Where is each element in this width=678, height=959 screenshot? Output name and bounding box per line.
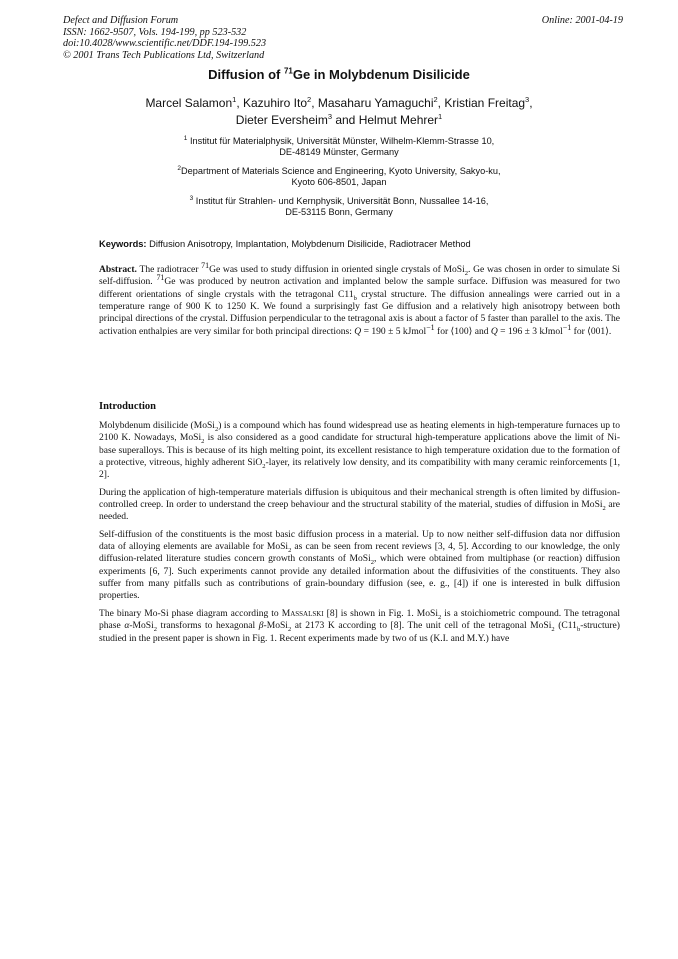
author: Kazuhiro Ito$^2$, xyxy=(242,95,318,110)
author: Marcel Salamon$^1$, xyxy=(145,95,243,110)
online-date: Online: 2001-04-19 xyxy=(541,15,623,26)
section-heading-introduction: Introduction xyxy=(99,401,156,412)
journal-issn: ISSN: 1662-9507, Vols. 194-199, pp 523-532 xyxy=(63,26,247,38)
keywords-label: Keywords: xyxy=(99,239,147,249)
paper-title: Diffusion of $^{71}$Ge in Molybdenum Disilicide xyxy=(208,66,470,82)
journal-header xyxy=(63,15,623,61)
paragraph: During the application of high-temperature materials diffusion is ubiquitous and their mechanical strength is often limited by diffusion-controlled creep. In order to understand the creep behaviour and the structural stability of the material, studies of diffusion in MoSi$_2$ are needed. xyxy=(99,486,620,523)
keywords-text: Diffusion Anisotropy, Implantation, Molybdenum Disilicide, Radiotracer Method xyxy=(149,239,471,249)
abstract: Abstract. The radiotracer $^{71}$Ge was used to study diffusion in oriented single crystals of MoSi$_2$. Ge was chosen in order to simulate Si self-diffusion. $^{71}$Ge was produced by neutron activation and implanted below the sample surface. Diffusion was measured for two different orientations of single crystals with the tetragonal $C11_b$ crystal structure. The diffusion annealings were carried out in a temperature range of 900 K to 1250 K. We found a surprisingly fast Ge diffusion and a relatively high anisotropy between both principal directions of the crystal. Diffusion perpendicular to the tetragonal axis is about a factor of 5 faster than parallel to the axis. The activation enthalpies are very similar for both principal directions: Q = 190 ± 5 kJmol$^{-1}$ for ⟨100⟩ and Q = 196 ± 3 kJmol$^{-1}$ for ⟨001⟩. xyxy=(99,260,621,337)
affiliation: $^2$Department of Materials Science and Engineering, Kyoto University, Sakyo-ku, Kyoto 606-8501, Japan xyxy=(177,164,501,188)
author-list xyxy=(0,95,678,129)
keywords xyxy=(99,239,619,249)
affiliation: $^3$ Institut für Strahlen- und Kernphysik, Universität Bonn, Nussallee 14-16, DE-53115 Bonn, Germany xyxy=(189,194,489,218)
author: Masaharu Yamaguchi$^2$, xyxy=(317,95,445,110)
paragraph: Molybdenum disilicide (MoSi$_2$) is a compound which has found widespread use as heating elements in high-temperature furnaces up to 2100 K. Nowadays, MoSi$_2$ is also considered as a good candidate for structural high-temperature applications above the limit of Ni-base superalloys. This is because of its high melting point, its excellent resistance to high temperature oxidation due to the formation of a protective, vitreous, highly adherent SiO$_2$-layer, its relatively low density, and its compatibility with many ceramic reinforcements [1, 2]. xyxy=(99,420,621,481)
abstract-label: Abstract. xyxy=(99,264,137,275)
introduction-body xyxy=(99,420,620,650)
affiliation: $^1$ Institut für Materialphysik, Universität Münster, Wilhelm-Klemm-Strasse 10, DE-48149 Münster, Germany xyxy=(183,134,495,158)
journal-doi: doi:10.4028/www.scientific.net/DDF.194-199.523 xyxy=(63,38,267,49)
author: Kristian Freitag$^3$, xyxy=(444,95,533,110)
author: Helmut Mehrer$^1$ xyxy=(358,112,443,127)
affiliation-list xyxy=(0,136,678,225)
journal-name: Defect and Diffusion Forum xyxy=(63,15,179,26)
paragraph: Self-diffusion of the constituents is the most basic diffusion process in a material. Up to now neither self-diffusion data nor diffusion data of alloying elements are available for MoSi$_2$ as can be seen from recent reviews [3, 4, 5]. According to our knowledge, the only diffusion-related literature studies concern growth constants of MoSi$_2$, which were obtained from multiphase (or reaction) diffusion experiments [6, 7]. Such experiments cannot provide any detailed information about the diffusivities of the constituents. They also suffer from many pitfalls such as contributions of grain-boundary diffusion (see, e. g., [4]) if one is interested in bulk diffusion properties. xyxy=(99,528,620,602)
journal-copyright: © 2001 Trans Tech Publications Ltd, Switzerland xyxy=(63,49,265,61)
author: Dieter Eversheim$^3$ and xyxy=(235,112,359,127)
paragraph: The binary Mo-Si phase diagram according to Massalski [8] is shown in Fig. 1. MoSi$_2$ is a stoichiometric compound. The tetragonal phase α-MoSi$_2$ transforms to hexagonal β-MoSi$_2$ at 2173 K according to [8]. The unit cell of the tetragonal MoSi$_2$ $(C11_b-structure)$ studied in the present paper is shown in Fig. 1. Recent experiments made by two of us (K.I. and M.Y.) have xyxy=(99,607,621,644)
